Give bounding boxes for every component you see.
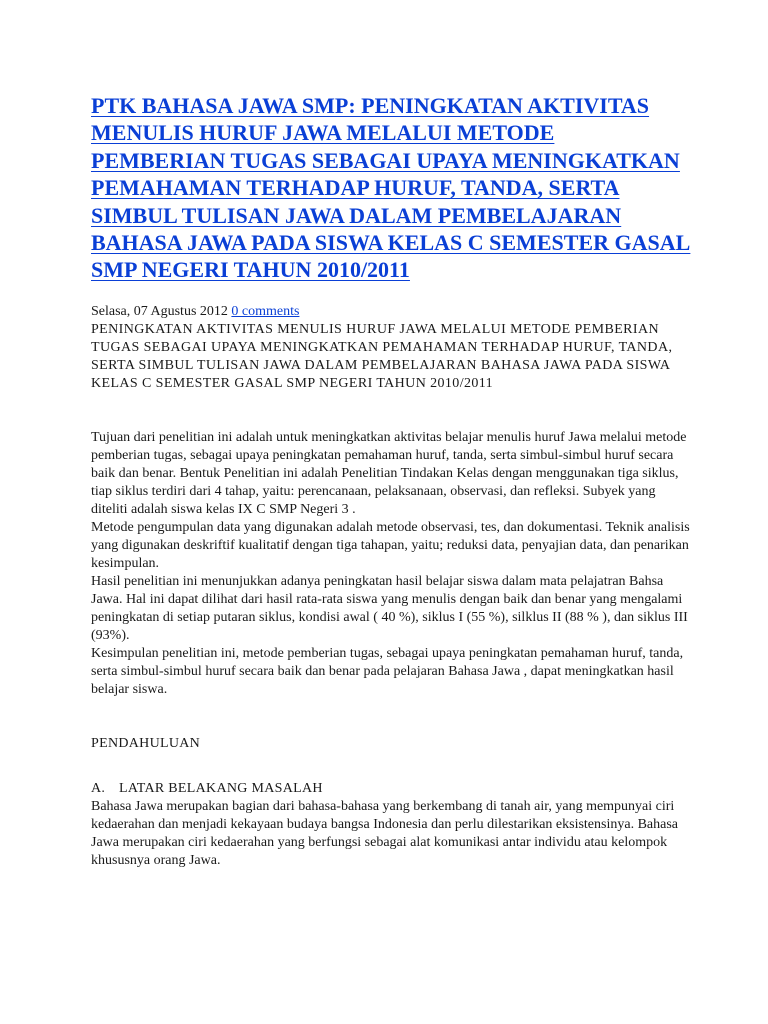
- post-subtitle: PENINGKATAN AKTIVITAS MENULIS HURUF JAWA MELALUI METODE PEMBERIAN TUGAS SEBAGAI UPAYA MENINGKATKAN PEMAHAMAN TERHADAP HURUF, TANDA, SERTA SIMBUL TULISAN JAWA DALAM PEMBELAJARAN BAHASA JAWA PADA SISWA KELAS C SEMESTER GASAL SMP NEGERI TAHUN 2010/2011: [91, 321, 673, 391]
- spacer: [91, 699, 691, 735]
- blog-post: [91, 92, 691, 870]
- post-meta: [91, 303, 691, 321]
- comments-link[interactable]: 0 comments: [231, 303, 300, 319]
- spacer: [91, 753, 691, 780]
- abstract-paragraph-3: Hasil penelitian ini menunjukkan adanya peningkatan hasil belajar siswa dalam mata pelajatran Bahsa Jawa. Hal ini dapat dilihat dari hasil rata-rata siswa yang menulis dengan baik dan benar yang mengalami peningkatan di setiap putaran siklus, kondisi awal ( 40 %), siklus I (55 %), silklus II (88 % ), dan siklus III (93%).: [91, 573, 688, 643]
- subsection-title: LATAR BELAKANG MASALAH: [119, 780, 323, 796]
- post-title[interactable]: [91, 92, 691, 284]
- post-date: Selasa, 07 Agustus 2012: [91, 303, 228, 319]
- abstract-paragraph-2: Metode pengumpulan data yang digunakan adalah metode observasi, tes, dan dokumentasi. Teknik analisis yang digunakan deskriftif kualitatif dengan tiga tahapan, yaitu; reduksi data, penyajian data, dan penarikan kesimpulan.: [91, 519, 690, 571]
- section-heading-pendahuluan: PENDAHULUAN: [91, 735, 201, 751]
- subsection-number: A.: [91, 780, 106, 796]
- abstract-paragraph-4: Kesimpulan penelitian ini, metode pemberian tugas, sebagai upaya peningkatan pemahaman huruf, tanda, serta simbul-simbul huruf secara baik dan benar pada pelajaran Bahasa Jawa , dapat meningkatkan hasil belajar siswa.: [91, 645, 684, 697]
- post-title-link[interactable]: PTK BAHASA JAWA SMP: PENINGKATAN AKTIVITAS MENULIS HURUF JAWA MELALUI METODE PEMBERIAN TUGAS SEBAGAI UPAYA MENINGKATKAN PEMAHAMAN TERHADAP HURUF, TANDA, SERTA SIMBUL TULISAN JAWA DALAM PEMBELAJARAN BAHASA JAWA PADA SISWA KELAS C SEMESTER GASAL SMP NEGERI TAHUN 2010/2011: [91, 93, 691, 283]
- intro-paragraph-1: Bahasa Jawa merupakan bagian dari bahasa-bahasa yang berkembang di tanah air, yang mempunyai ciri kedaerahan dan menjadi kekayaan budaya bangsa Indonesia dan perlu dilestarikan eksistensinya. Bahasa Jawa merupakan ciri kedaerahan yang berfungsi sebagai alat komunikasi antar individu atau kelompok khususnya orang Jawa.: [91, 798, 679, 868]
- abstract-paragraph-1: Tujuan dari penelitian ini adalah untuk meningkatkan aktivitas belajar menulis huruf Jawa melalui metode pemberian tugas, sebagai upaya peningkatan pemahaman huruf, tanda, serta simbul-simbul huruf secara baik dan benar. Bentuk Penelitian ini adalah Penelitian Tindakan Kelas dengan menggunakan tiga siklus, tiap siklus terdiri dari 4 tahap, yaitu: perencanaan, pelaksanaan, observasi, dan refleksi. Subyek yang diteliti adalah siswa kelas IX C SMP Negeri 3 .: [91, 429, 687, 517]
- spacer: [91, 393, 691, 429]
- subsection-heading: [91, 780, 691, 798]
